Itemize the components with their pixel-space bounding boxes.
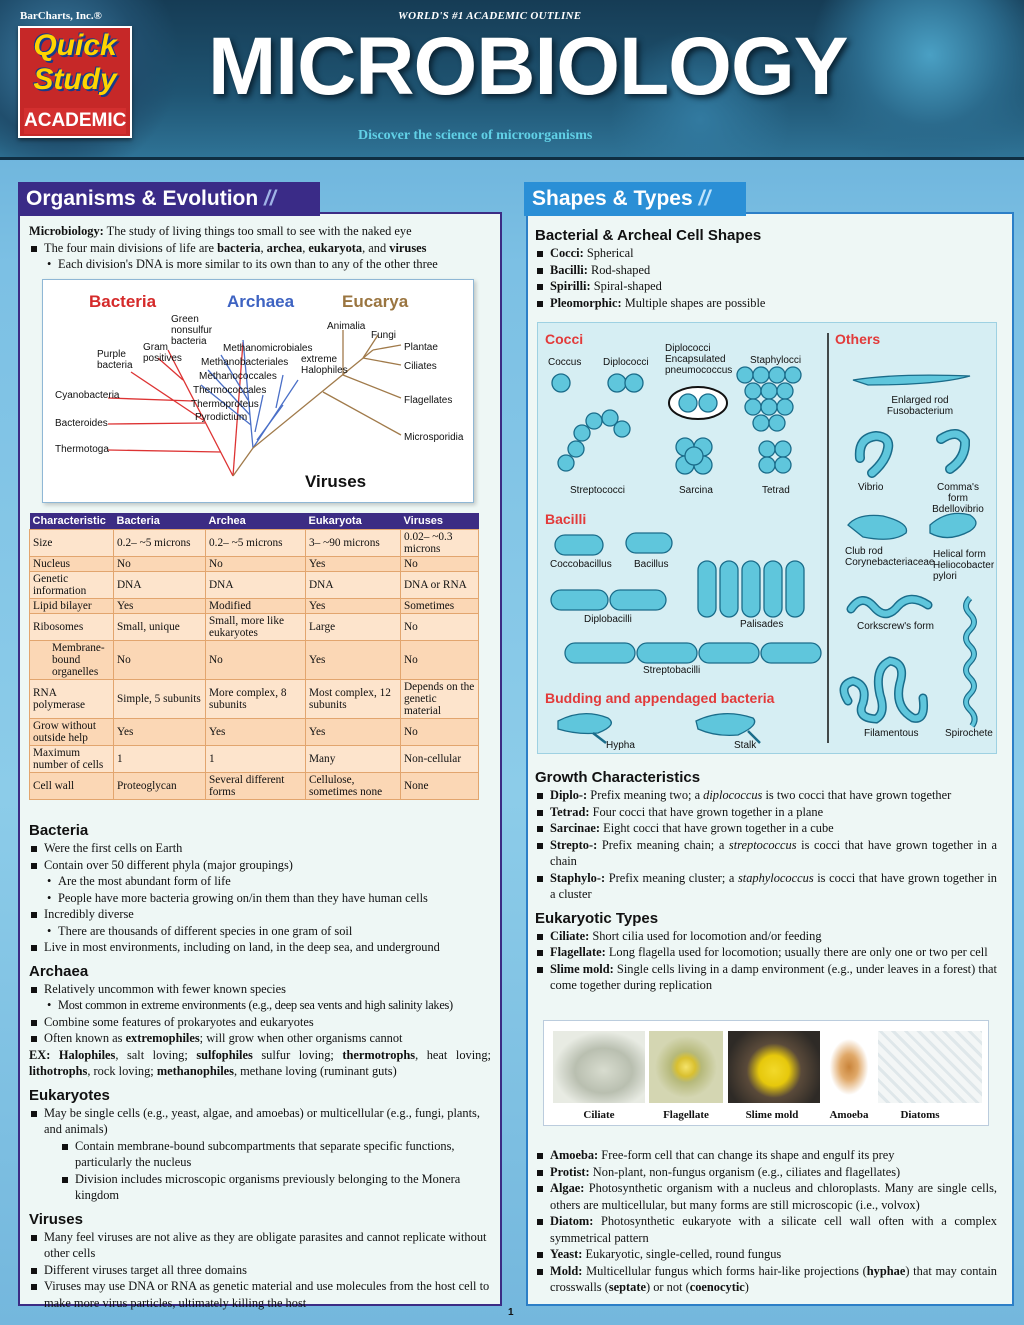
growth-heading: Growth Characteristics: [535, 769, 701, 786]
diagram-heading-others: Others: [835, 331, 881, 347]
brand-name: BarCharts, Inc.®: [20, 10, 102, 22]
list-item: Sarcinae: Eight cocci that have grown together in a cube: [535, 820, 997, 837]
table-cell: Ribosomes: [30, 614, 114, 641]
table-cell: No: [401, 557, 479, 572]
table-row: [30, 680, 479, 719]
table-cell: Several different forms: [206, 773, 306, 800]
cell-shapes-block: [535, 226, 997, 311]
table-cell: Modified: [206, 599, 306, 614]
tree-label: Bacteroides: [55, 418, 108, 429]
table-cell: 3– ~90 microns: [306, 530, 401, 557]
eukaryotic-types-heading: Eukaryotic Types: [535, 909, 659, 927]
table-cell: Lipid bilayer: [30, 599, 114, 614]
table-cell: No: [401, 719, 479, 746]
tree-label: Pyrodictium: [195, 412, 248, 423]
list-item: Diatom: Photosynthetic eukaryote with a silicate cell wall often with a complex symmetrical pattern: [535, 1213, 997, 1246]
quickstudy-logo: [18, 26, 132, 138]
table-cell: No: [206, 557, 306, 572]
tree-label: Green nonsulfur bacteria: [171, 314, 213, 347]
table-cell: Simple, 5 subunits: [114, 680, 206, 719]
tree-label: Purple bacteria: [97, 349, 133, 371]
list-item: Incredibly diverse • There are thousands of different species in one gram of soil: [29, 906, 491, 939]
tree-label: extreme Halophiles: [301, 354, 348, 376]
list-item: Many feel viruses are not alive as they are obligate parasites and cannot replicate without other cells: [29, 1229, 491, 1262]
table-cell: Nucleus: [30, 557, 114, 572]
table-cell: Genetic information: [30, 572, 114, 599]
table-cell: No: [206, 641, 306, 680]
table-cell: 1: [114, 746, 206, 773]
page-title: MICROBIOLOGY: [208, 21, 848, 112]
shape-label: Corkscrew's form: [857, 621, 934, 632]
eukaryote-definitions: [535, 1147, 997, 1296]
tree-label: Fungi: [371, 330, 397, 341]
photo-caption: Diatoms: [900, 1109, 940, 1121]
tree-label-eucarya: Eucarya: [342, 292, 409, 311]
list-item: Algae: Photosynthetic organism with a nucleus and chloroplasts. Many are single cells, others are multicellular, but many forms are still microscopic (i.e., volvox): [535, 1180, 997, 1213]
shape-label: Tetrad: [762, 485, 790, 496]
domains-text: [29, 821, 491, 1311]
list-item: Protist: Non-plant, non-fungus organism (e.g., ciliates and flagellates): [535, 1164, 997, 1181]
table-cell: None: [401, 773, 479, 800]
list-item: Were the first cells on Earth: [29, 840, 491, 857]
shape-label: Streptococci: [570, 485, 626, 496]
shape-label: Coccobacillus: [550, 559, 612, 570]
table-cell: Maximum number of cells: [30, 746, 114, 773]
phylogenetic-tree: [42, 279, 474, 503]
list-item: Slime mold: Single cells living in a damp environment (e.g., under leaves in a forest) that come together during replication: [535, 961, 997, 994]
section-heading-shapes: Shapes & Types //: [524, 182, 746, 216]
table-header-row: Characteristic Bacteria Archea Eukaryota Viruses: [30, 513, 479, 530]
tree-label-viruses: Viruses: [305, 472, 367, 491]
list-item: Staphylo-: Prefix meaning cluster; a staphylococcus is cocci that have grown together in a cluster: [535, 870, 997, 903]
list-item: Contain over 50 different phyla (major groupings) • Are the most abundant form of life • People have more bacteria growing on/in them than they have human cells: [29, 857, 491, 907]
table-cell: DNA or RNA: [401, 572, 479, 599]
ciliate-image: [553, 1031, 645, 1103]
photo-caption: Ciliate: [583, 1109, 615, 1121]
table-cell: No: [401, 641, 479, 680]
logo-quick: Quick: [33, 29, 117, 62]
table-cell: Small, unique: [114, 614, 206, 641]
list-item: Relatively uncommon with fewer known species • Most common in extreme environments (e.g., deep sea vents and high salinity lakes): [29, 981, 491, 1014]
table-cell: 0.2– ~5 microns: [114, 530, 206, 557]
list-item: Strepto-: Prefix meaning chain; a streptococcus is cocci that have grown together in a chain: [535, 837, 997, 870]
table-row: [30, 641, 479, 680]
table-cell: Yes: [114, 599, 206, 614]
list-item: Pleomorphic: Multiple shapes are possible: [535, 295, 997, 312]
diatoms-image: [878, 1031, 982, 1103]
table-cell: Yes: [114, 719, 206, 746]
list-item: Mold: Multicellular fungus which forms hair-like projections (hyphae) that may contain crosswalls (septate) or not (coenocytic): [535, 1263, 997, 1296]
shape-label: Streptobacilli: [643, 665, 701, 676]
cell-shapes-diagram: [537, 322, 997, 754]
tree-label: Thermoproteus: [191, 399, 259, 410]
table-row: [30, 572, 479, 599]
diagram-heading-bacilli: Bacilli: [545, 511, 587, 527]
list-item: Flagellate: Long flagella used for locomotion; usually there are only one or two per cell: [535, 944, 997, 961]
table-cell: Cell wall: [30, 773, 114, 800]
list-item: Cocci: Spherical: [535, 245, 997, 262]
list-item: Spirilli: Spiral-shaped: [535, 278, 997, 295]
tree-label: Methanobacteriales: [201, 357, 289, 368]
tree-label: Plantae: [404, 342, 438, 353]
table-cell: More complex, 8 subunits: [206, 680, 306, 719]
table-cell: DNA: [114, 572, 206, 599]
list-item: Tetrad: Four cocci that have grown together in a plane: [535, 804, 997, 821]
table-cell: Yes: [306, 641, 401, 680]
shape-label: Stalk: [734, 740, 757, 751]
bacteria-heading: Bacteria: [29, 822, 89, 839]
list-item: Often known as extremophiles; will grow when other organisms cannot: [29, 1030, 491, 1047]
table-cell: Membrane-bound organelles: [30, 641, 114, 680]
page-number: 1: [508, 1307, 514, 1318]
shape-label: Filamentous: [864, 728, 919, 739]
table-row: [30, 557, 479, 572]
table-row: [30, 599, 479, 614]
slime-mold-image: [728, 1031, 820, 1103]
table-cell: Large: [306, 614, 401, 641]
table-row: [30, 773, 479, 800]
tree-label: Cyanobacteria: [55, 390, 120, 401]
table-cell: Most complex, 12 subunits: [306, 680, 401, 719]
tree-label-archaea: Archaea: [227, 292, 295, 311]
header-banner: [0, 0, 1024, 160]
list-item: Bacilli: Rod-shaped: [535, 262, 997, 279]
list-item: Diplo-: Prefix meaning two; a diplococcus is two cocci that have grown together: [535, 787, 997, 804]
shape-label: Coccus: [548, 357, 582, 368]
table-cell: Grow without outside help: [30, 719, 114, 746]
table-cell: Yes: [306, 557, 401, 572]
table-cell: Yes: [306, 599, 401, 614]
intro-block: Microbiology: The study of living things too small to see with the naked eye The four main divisions of life are bacteria, archea, eukaryota, and viruses • Each division's DNA is more similar to its own than to any of the other three: [29, 223, 491, 273]
table-cell: DNA: [306, 572, 401, 599]
table-cell: Many: [306, 746, 401, 773]
diagram-heading-budding: Budding and appendaged bacteria: [545, 690, 775, 706]
table-row: [30, 719, 479, 746]
list-item: May be single cells (e.g., yeast, algae, and amoebas) or multicellular (e.g., fungi, plants, and animals) Contain membrane-bound subcompartments that separate specific functions, particularly the nucleus Division includes microscopic organisms previously belonging to the Monera kingdom: [29, 1105, 491, 1204]
tree-label: Methanococcales: [199, 371, 277, 382]
shape-label: Diplobacilli: [584, 614, 632, 625]
list-item: Amoeba: Free-form cell that can change its shape and engulf its prey: [535, 1147, 997, 1164]
table-cell: Sometimes: [401, 599, 479, 614]
table-cell: Small, more like eukaryotes: [206, 614, 306, 641]
shape-label: Spirochete: [945, 728, 993, 739]
logo-academic: ACADEMIC: [24, 108, 126, 134]
tree-label: Gram positives: [143, 342, 182, 364]
shape-label: Staphylocci: [750, 355, 802, 366]
eukaryotes-heading: Eukaryotes: [29, 1086, 110, 1104]
photo-caption: Slime mold: [745, 1109, 799, 1121]
table-row: [30, 530, 479, 557]
list-item: Combine some features of prokaryotes and eukaryotes: [29, 1014, 491, 1031]
photo-caption: Flagellate: [663, 1109, 709, 1121]
tree-label: Microsporidia: [404, 432, 464, 443]
shape-label: Sarcina: [679, 485, 713, 496]
tree-label: Flagellates: [404, 395, 453, 406]
table-cell: Size: [30, 530, 114, 557]
table-cell: Non-cellular: [401, 746, 479, 773]
shape-label: Palisades: [740, 619, 784, 630]
shape-label: Helical form Heliocobacter pylori: [933, 549, 995, 582]
table-cell: RNA polymerase: [30, 680, 114, 719]
growth-block: [535, 768, 997, 994]
section-heading-organisms: Organisms & Evolution //: [18, 182, 320, 216]
list-item: Live in most environments, including on land, in the deep sea, and underground: [29, 939, 491, 956]
shape-label: Club rod Corynebacteriaceae: [845, 546, 935, 568]
shape-label: Hypha: [606, 740, 635, 751]
tagline: WORLD'S #1 ACADEMIC OUTLINE: [398, 10, 582, 22]
shape-label: Comma's form Bdellovibrio: [932, 482, 984, 515]
table-cell: Cellulose, sometimes none: [306, 773, 401, 800]
tree-label: Animalia: [327, 321, 366, 332]
shape-label: Bacillus: [634, 559, 669, 570]
table-cell: 0.02– ~0.3 microns: [401, 530, 479, 557]
table-row: [30, 614, 479, 641]
list-item: Different viruses target all three domains: [29, 1262, 491, 1279]
viruses-heading: Viruses: [29, 1210, 83, 1228]
table-cell: DNA: [206, 572, 306, 599]
table-cell: Depends on the genetic material: [401, 680, 479, 719]
comparison-table: [29, 513, 479, 800]
shape-label: Enlarged rod Fusobacterium: [886, 395, 954, 417]
photo-caption: Amoeba: [829, 1109, 869, 1121]
table-row: [30, 746, 479, 773]
extremophile-examples: EX: Halophiles, salt loving; sulfophiles sulfur loving; thermotrophs, heat loving; lithotrophs, rock loving; methanophiles, methane loving (ruminant guts): [29, 1047, 491, 1078]
shape-label: Diplococci: [603, 357, 649, 368]
list-item: Ciliate: Short cilia used for locomotion and/or feeding: [535, 928, 997, 945]
flagellate-image: [649, 1031, 723, 1103]
table-cell: Yes: [306, 719, 401, 746]
table-cell: No: [114, 557, 206, 572]
list-item: Viruses may use DNA or RNA as genetic material and use molecules from the host cell to make more virus particles, ultimately killing the host: [29, 1278, 491, 1311]
shape-label: Diplococci Encapsulated pneumococcus: [665, 343, 733, 376]
tree-label: Ciliates: [404, 361, 437, 372]
page-subtitle: Discover the science of microorganisms: [358, 128, 593, 143]
eukaryote-photo-strip: [543, 1020, 989, 1126]
logo-study: Study: [33, 63, 117, 96]
table-cell: No: [401, 614, 479, 641]
cell-shapes-heading: Bacterial & Archeal Cell Shapes: [535, 227, 762, 244]
tree-label: Methanomicrobiales: [223, 343, 313, 354]
table-cell: Yes: [206, 719, 306, 746]
diagram-heading-cocci: Cocci: [545, 331, 584, 347]
tree-label: Thermococcales: [193, 385, 267, 396]
table-cell: 1: [206, 746, 306, 773]
list-item: Yeast: Eukaryotic, single-celled, round fungus: [535, 1246, 997, 1263]
tree-label-bacteria: Bacteria: [89, 292, 157, 311]
shape-label: Vibrio: [858, 482, 884, 493]
amoeba-image: [824, 1031, 874, 1103]
table-cell: Proteoglycan: [114, 773, 206, 800]
archaea-heading: Archaea: [29, 962, 89, 980]
list-item: The four main divisions of life are bacteria, archea, eukaryota, and viruses • Each division's DNA is more similar to its own than to any of the other three: [29, 240, 491, 273]
table-cell: No: [114, 641, 206, 680]
table-cell: 0.2– ~5 microns: [206, 530, 306, 557]
tree-label: Thermotoga: [55, 444, 109, 455]
